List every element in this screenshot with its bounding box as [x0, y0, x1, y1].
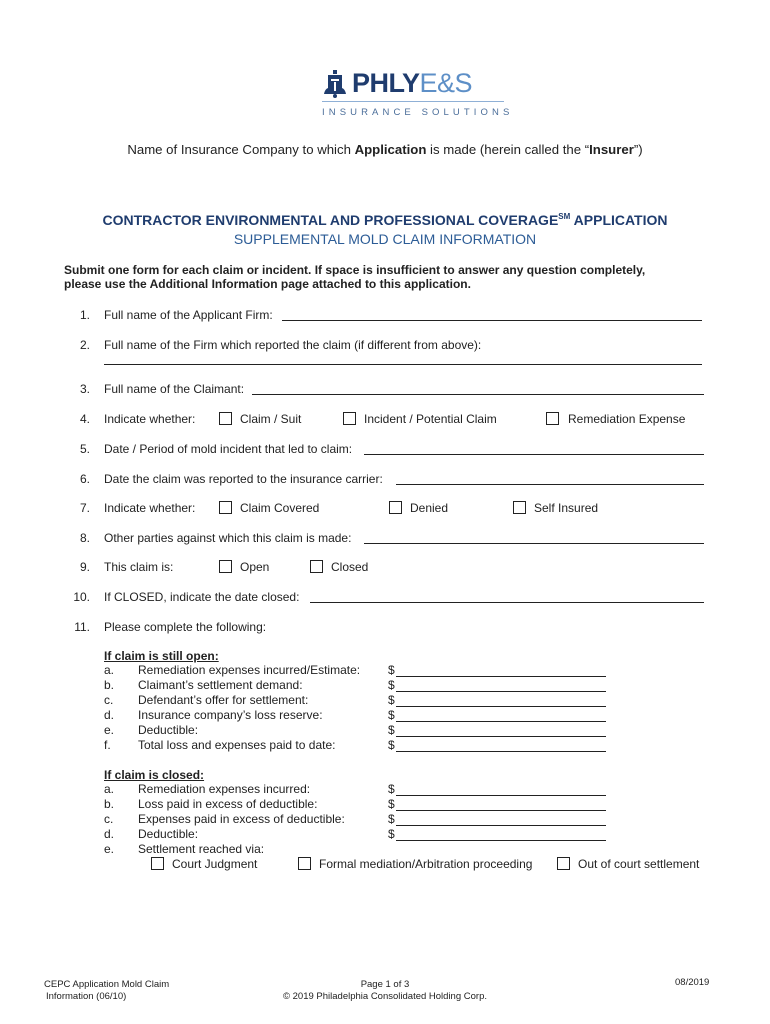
item-letter: f.: [104, 738, 111, 752]
logo-brand-bold: PHLY: [352, 68, 420, 98]
item-letter: e.: [104, 723, 115, 737]
page-title: [0, 212, 770, 228]
item-letter: a.: [104, 782, 115, 796]
closed-checkbox[interactable]: [310, 560, 323, 573]
insurer-suffix: ”): [633, 142, 643, 157]
question-label: If CLOSED, indicate the date closed:: [104, 590, 300, 604]
question-9: [0, 560, 770, 576]
amount-field[interactable]: [396, 825, 606, 826]
question-number: 10.: [73, 590, 90, 604]
closed-section-list: [0, 782, 770, 844]
amount-field[interactable]: [396, 691, 606, 692]
item-label: Remediation expenses incurred:: [138, 782, 311, 796]
open-heading-text: If claim is still open:: [104, 649, 219, 663]
remediation-expense-checkbox[interactable]: [546, 412, 559, 425]
applicant-firm-field[interactable]: [282, 320, 702, 321]
copyright-notice: © 2019 Philadelphia Consolidated Holding Corp.: [283, 991, 487, 1002]
footer-form-version: Information (06/10): [46, 991, 127, 1002]
amount-field[interactable]: [396, 810, 606, 811]
logo-brand-light: E&S: [419, 68, 473, 98]
item-letter: e.: [104, 842, 115, 856]
logo-wordmark: [352, 68, 472, 98]
amount-field[interactable]: [396, 721, 606, 722]
question-number: 2.: [79, 338, 90, 352]
question-number: 3.: [79, 382, 90, 396]
other-parties-field[interactable]: [364, 543, 704, 544]
formal-mediation-checkbox[interactable]: [298, 857, 311, 870]
question-6: [0, 472, 770, 488]
list-item: [0, 678, 770, 693]
question-10: [0, 590, 770, 606]
question-3: [0, 382, 770, 398]
item-letter: a.: [104, 663, 115, 677]
closed-label: Closed: [331, 560, 369, 574]
instructions-line-2: please use the Additional Information page attached to this application.: [64, 277, 471, 291]
instructions: [64, 263, 724, 291]
title-main: CONTRACTOR ENVIRONMENTAL AND PROFESSIONAL COVERAGE: [102, 212, 559, 228]
list-item: [0, 663, 770, 678]
claim-suit-checkbox[interactable]: [219, 412, 232, 425]
dollar-sign: $: [388, 678, 395, 692]
logo-tagline: INSURANCE SOLUTIONS: [322, 107, 514, 118]
date-closed-field[interactable]: [310, 602, 704, 603]
company-logo: [322, 68, 512, 123]
open-section-list: [0, 663, 770, 755]
item-letter: d.: [104, 708, 115, 722]
dollar-sign: $: [388, 827, 395, 841]
dollar-sign: $: [388, 797, 395, 811]
dollar-sign: $: [388, 738, 395, 752]
list-item: [0, 723, 770, 738]
insurer-line: [0, 142, 770, 157]
insurer-bold-application: Application: [354, 142, 427, 157]
dollar-sign: $: [388, 812, 395, 826]
list-item: [0, 827, 770, 842]
question-number: 1.: [79, 308, 90, 322]
item-label: Remediation expenses incurred/Estimate:: [138, 663, 361, 677]
question-number: 6.: [79, 472, 90, 486]
question-label: Indicate whether:: [104, 501, 196, 515]
dollar-sign: $: [388, 723, 395, 737]
open-label: Open: [240, 560, 270, 574]
logo-divider: [322, 101, 504, 102]
list-item: [0, 797, 770, 812]
amount-field[interactable]: [396, 751, 606, 752]
open-section-heading: [104, 649, 219, 663]
court-judgment-checkbox[interactable]: [151, 857, 164, 870]
claim-reported-date-field[interactable]: [396, 484, 704, 485]
question-number: 4.: [79, 412, 90, 426]
page-number: Page 1 of 3: [360, 979, 410, 990]
item-label: Deductible:: [138, 827, 199, 841]
open-checkbox[interactable]: [219, 560, 232, 573]
item-label: Defendant’s offer for settlement:: [138, 693, 309, 707]
dollar-sign: $: [388, 693, 395, 707]
question-number: 8.: [79, 531, 90, 545]
question-label: Date the claim was reported to the insurance carrier:: [104, 472, 383, 486]
closed-section-heading: [104, 768, 204, 782]
incident-potential-claim-label: Incident / Potential Claim: [364, 412, 497, 426]
amount-field[interactable]: [396, 736, 606, 737]
question-11: [0, 620, 770, 636]
question-1: [0, 308, 770, 324]
mold-incident-date-field[interactable]: [364, 454, 704, 455]
dollar-sign: $: [388, 663, 395, 677]
settlement-row: [0, 842, 770, 857]
footer-date: 08/2019: [675, 977, 710, 988]
denied-checkbox[interactable]: [389, 501, 402, 514]
list-item: [0, 782, 770, 797]
liberty-bell-icon: [322, 70, 348, 98]
question-label: Full name of the Firm which reported the claim (if different from above):: [104, 338, 482, 352]
question-label: Indicate whether:: [104, 412, 196, 426]
out-of-court-checkbox[interactable]: [557, 857, 570, 870]
question-4: [0, 412, 770, 428]
amount-field[interactable]: [396, 840, 606, 841]
title-end: APPLICATION: [570, 212, 668, 228]
amount-field[interactable]: [396, 676, 606, 677]
claim-suit-label: Claim / Suit: [240, 412, 302, 426]
reporting-firm-field[interactable]: [104, 364, 702, 365]
question-number: 7.: [79, 501, 90, 515]
insurer-bold-insurer: Insurer: [589, 142, 634, 157]
claim-covered-checkbox[interactable]: [219, 501, 232, 514]
question-label: Full name of the Applicant Firm:: [104, 308, 273, 322]
settlement-options: [0, 857, 770, 873]
question-8: [0, 531, 770, 547]
out-of-court-label: Out of court settlement: [578, 857, 700, 871]
item-label: Settlement reached via:: [138, 842, 265, 856]
item-label: Total loss and expenses paid to date:: [138, 738, 336, 752]
question-label: Please complete the following:: [104, 620, 267, 634]
title-service-mark: SM: [558, 212, 571, 221]
footer-form-name: CEPC Application Mold Claim: [44, 979, 170, 990]
page-subtitle: SUPPLEMENTAL MOLD CLAIM INFORMATION: [233, 231, 537, 247]
item-letter: c.: [104, 812, 114, 826]
question-number: 9.: [79, 560, 90, 574]
item-label: Insurance company’s loss reserve:: [138, 708, 323, 722]
item-label: Deductible:: [138, 723, 199, 737]
item-label: Claimant’s settlement demand:: [138, 678, 303, 692]
item-letter: b.: [104, 678, 115, 692]
question-label: Other parties against which this claim is made:: [104, 531, 352, 545]
question-5: [0, 442, 770, 458]
item-letter: b.: [104, 797, 115, 811]
formal-mediation-label: Formal mediation/Arbitration proceeding: [319, 857, 533, 871]
question-number: 11.: [74, 620, 90, 634]
question-7: [0, 501, 770, 517]
list-item: [0, 693, 770, 708]
remediation-expense-label: Remediation Expense: [568, 412, 686, 426]
question-label: Date / Period of mold incident that led to claim:: [104, 442, 353, 456]
court-judgment-label: Court Judgment: [172, 857, 258, 871]
incident-potential-claim-checkbox[interactable]: [343, 412, 356, 425]
amount-field[interactable]: [396, 795, 606, 796]
dollar-sign: $: [388, 782, 395, 796]
list-item: [0, 738, 770, 753]
amount-field[interactable]: [396, 706, 606, 707]
list-item: [0, 812, 770, 827]
claimant-name-field[interactable]: [252, 394, 704, 395]
insurer-mid: is made (herein called the “: [426, 142, 590, 157]
question-number: 5.: [79, 442, 90, 456]
insurer-prefix: Name of Insurance Company to which: [127, 142, 355, 157]
question-2: [0, 338, 770, 368]
self-insured-checkbox[interactable]: [513, 501, 526, 514]
question-label: This claim is:: [104, 560, 174, 574]
item-label: Loss paid in excess of deductible:: [138, 797, 318, 811]
item-letter: d.: [104, 827, 115, 841]
question-label: Full name of the Claimant:: [104, 382, 245, 396]
self-insured-label: Self Insured: [534, 501, 599, 515]
dollar-sign: $: [388, 708, 395, 722]
item-letter: c.: [104, 693, 114, 707]
footer-page-info: [235, 979, 535, 1003]
list-item: [0, 708, 770, 723]
denied-label: Denied: [410, 501, 449, 515]
closed-heading-text: If claim is closed:: [104, 768, 205, 782]
footer-form-id: [44, 979, 169, 1003]
item-label: Expenses paid in excess of deductible:: [138, 812, 345, 826]
claim-covered-label: Claim Covered: [240, 501, 320, 515]
instructions-line-1: Submit one form for each claim or incident. If space is insufficient to answer any question completely,: [64, 263, 646, 277]
